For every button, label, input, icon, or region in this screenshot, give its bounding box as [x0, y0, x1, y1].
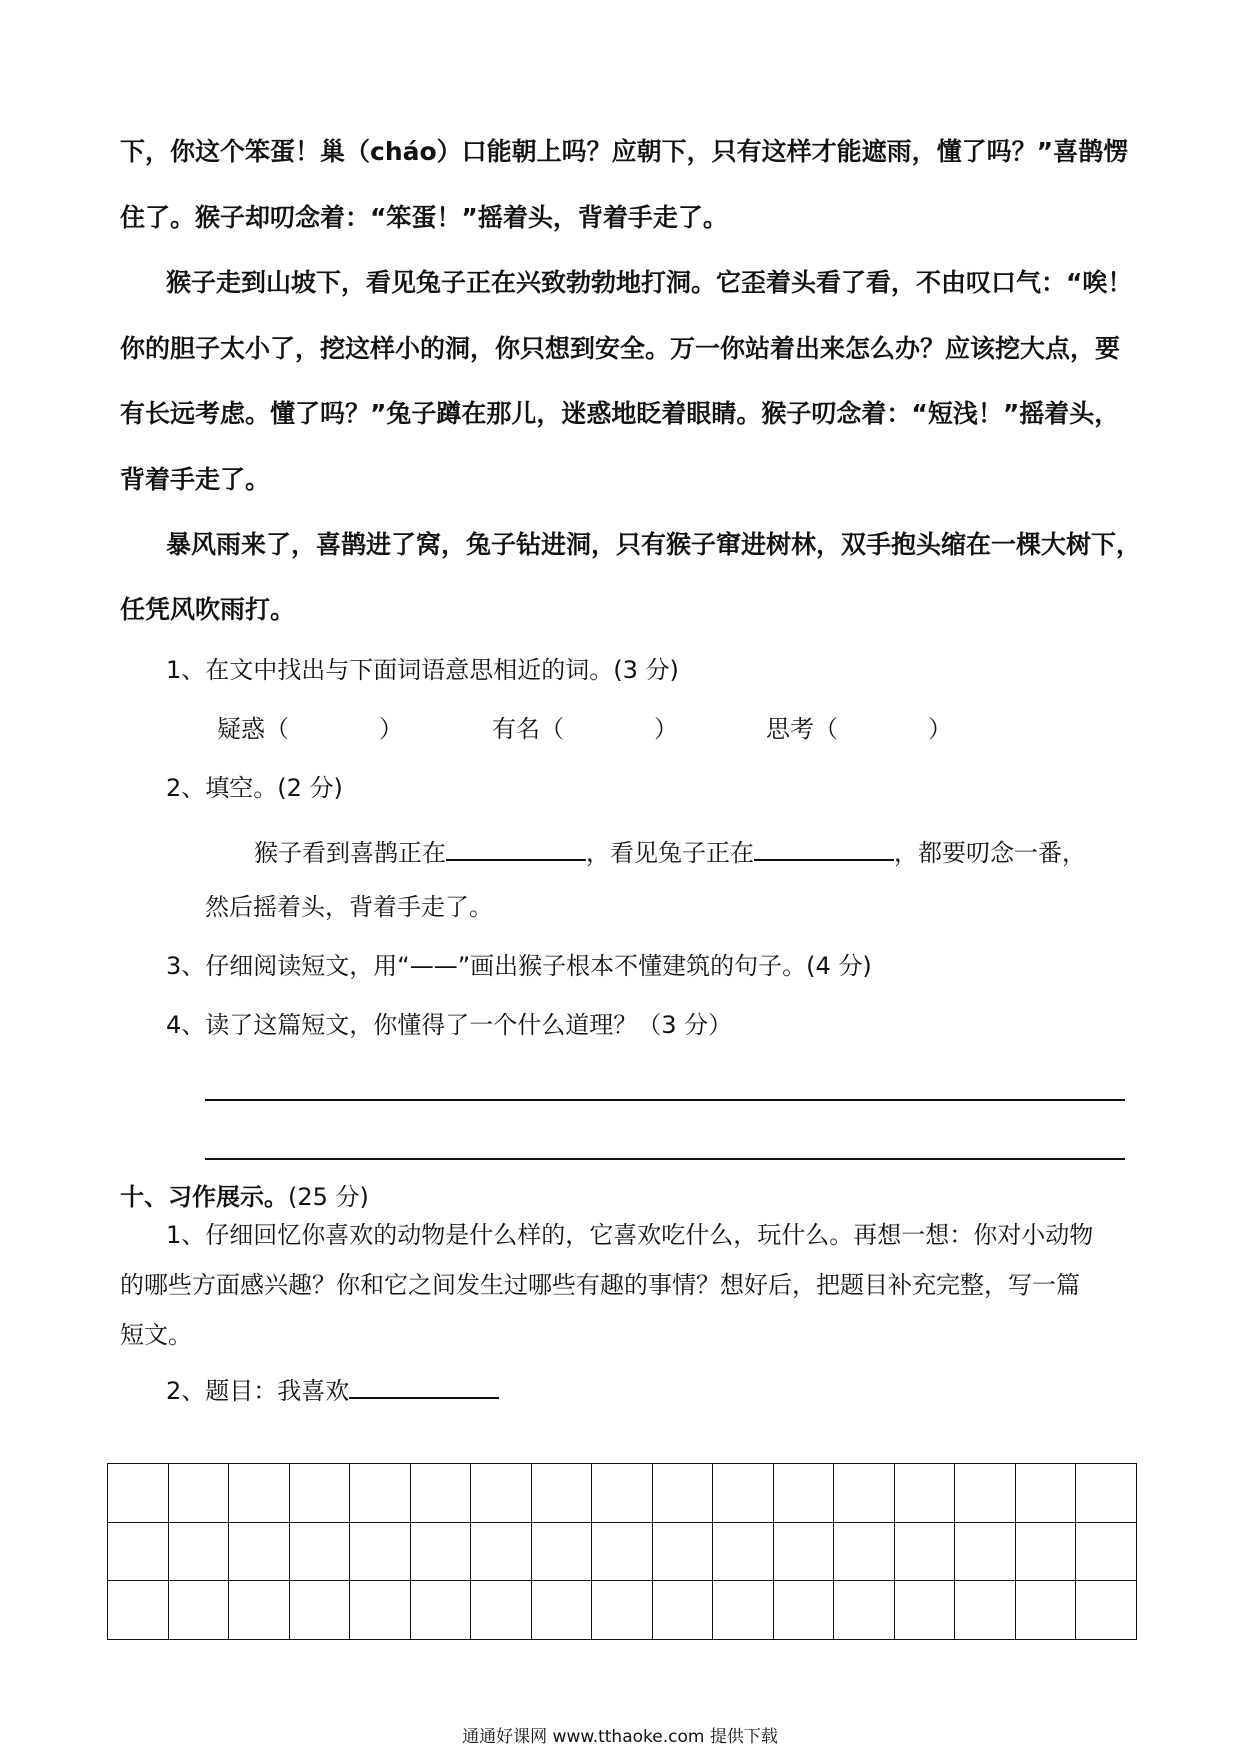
grid-cell[interactable] — [834, 1522, 895, 1581]
grid-cell[interactable] — [894, 1522, 955, 1581]
story-line: 暴风雨来了，喜鹊进了窝，兔子钻进洞，只有猴子窜进树林，双手抱头缩在一棵大树下， — [166, 530, 1142, 559]
grid-cell[interactable] — [531, 1464, 592, 1523]
story-line: 背着手走了。 — [120, 465, 271, 494]
story-line: 下，你这个笨蛋！巢（cháo）口能朝上吗？应朝下，只有这样才能遮雨，懂了吗？”喜鹊愣 — [120, 137, 1129, 166]
composition-title-line: 2、题目：我喜欢 — [166, 1371, 1176, 1406]
grid-cell[interactable] — [108, 1581, 169, 1640]
grid-cell[interactable] — [834, 1464, 895, 1523]
grid-cell[interactable] — [894, 1464, 955, 1523]
grid-cell[interactable] — [1015, 1581, 1076, 1640]
composition-instruction: 1、仔细回忆你喜欢的动物是什么样的，它喜欢吃什么，玩什么。再想一想：你对小动物 — [166, 1221, 1094, 1249]
vocab-item: 有名（ ） — [492, 715, 678, 743]
grid-cell[interactable] — [955, 1464, 1016, 1523]
answer-blank[interactable] — [754, 833, 894, 861]
composition-instruction: 的哪些方面感兴趣？你和它之间发生过哪些有趣的事情？想好后，把题目补充完整，写一篇 — [120, 1271, 1080, 1299]
grid-cell[interactable] — [229, 1581, 290, 1640]
grid-cell[interactable] — [289, 1581, 350, 1640]
question-2: 2、填空。(2 分) — [166, 774, 343, 802]
grid-cell[interactable] — [1076, 1464, 1137, 1523]
question-2-line2: 然后摇着头，背着手走了。 — [205, 893, 493, 921]
grid-cell[interactable] — [652, 1464, 713, 1523]
grid-cell[interactable] — [1076, 1522, 1137, 1581]
composition-instruction: 短文。 — [120, 1321, 192, 1349]
grid-cell[interactable] — [471, 1464, 532, 1523]
grid-cell[interactable] — [773, 1522, 834, 1581]
grid-cell[interactable] — [955, 1522, 1016, 1581]
grid-cell[interactable] — [955, 1581, 1016, 1640]
grid-cell[interactable] — [108, 1464, 169, 1523]
grid-cell[interactable] — [229, 1464, 290, 1523]
grid-cell[interactable] — [350, 1522, 411, 1581]
grid-cell[interactable] — [713, 1581, 774, 1640]
grid-cell[interactable] — [289, 1522, 350, 1581]
grid-cell[interactable] — [471, 1581, 532, 1640]
answer-blank[interactable] — [446, 833, 586, 861]
grid-cell[interactable] — [289, 1464, 350, 1523]
story-line: 你的胆子太小了，挖这样小的洞，你只想到安全。万一你站着出来怎么办？应该挖大点，要 — [120, 334, 1121, 363]
grid-cell[interactable] — [894, 1581, 955, 1640]
grid-cell[interactable] — [592, 1464, 653, 1523]
grid-cell[interactable] — [531, 1581, 592, 1640]
grid-cell[interactable] — [652, 1581, 713, 1640]
grid-cell[interactable] — [834, 1581, 895, 1640]
story-line: 有长远考虑。懂了吗？”兔子蹲在那儿，迷惑地眨着眼睛。猴子叨念着：“短浅！”摇着头， — [120, 399, 1120, 428]
story-line: 猴子走到山坡下，看见兔子正在兴致勃勃地打洞。它歪着头看了看，不由叹口气：“唉！ — [166, 268, 1133, 297]
grid-cell[interactable] — [350, 1581, 411, 1640]
grid-cell[interactable] — [1015, 1464, 1076, 1523]
question-1: 1、在文中找出与下面词语意思相近的词。(3 分) — [166, 656, 679, 684]
grid-cell[interactable] — [168, 1581, 229, 1640]
grid-cell[interactable] — [410, 1522, 471, 1581]
grid-cell[interactable] — [108, 1522, 169, 1581]
section-heading: 十、习作展示。(25 分) — [120, 1183, 369, 1211]
footer-source: 通通好课网 www.tthaoke.com 提供下载 — [462, 1727, 778, 1747]
grid-cell[interactable] — [471, 1522, 532, 1581]
fill-blank-line: 猴子看到喜鹊正在 ，看见兔子正在 ，都要叨念一番， — [254, 833, 1134, 868]
writing-grid — [107, 1463, 1137, 1640]
grid-cell[interactable] — [531, 1522, 592, 1581]
grid-row — [108, 1464, 1137, 1523]
story-line: 任凭风吹雨打。 — [120, 595, 296, 624]
grid-cell[interactable] — [652, 1522, 713, 1581]
vocab-item: 思考（ ） — [766, 715, 952, 743]
grid-cell[interactable] — [713, 1464, 774, 1523]
grid-row — [108, 1581, 1137, 1640]
grid-cell[interactable] — [592, 1581, 653, 1640]
grid-row — [108, 1522, 1137, 1581]
grid-cell[interactable] — [168, 1522, 229, 1581]
vocab-item: 疑惑（ ） — [217, 715, 403, 743]
question-4: 4、读了这篇短文，你懂得了一个什么道理？（3 分） — [166, 1011, 733, 1039]
grid-cell[interactable] — [773, 1464, 834, 1523]
grid-cell[interactable] — [410, 1581, 471, 1640]
story-line: 住了。猴子却叨念着：“笨蛋！”摇着头，背着手走了。 — [120, 203, 728, 232]
title-blank[interactable] — [349, 1371, 499, 1399]
grid-cell[interactable] — [229, 1522, 290, 1581]
answer-line[interactable] — [205, 1158, 1125, 1160]
grid-cell[interactable] — [1015, 1522, 1076, 1581]
grid-cell[interactable] — [1076, 1581, 1137, 1640]
grid-cell[interactable] — [592, 1522, 653, 1581]
question-3: 3、仔细阅读短文，用“——”画出猴子根本不懂建筑的句子。(4 分) — [166, 952, 872, 980]
grid-cell[interactable] — [410, 1464, 471, 1523]
grid-cell[interactable] — [168, 1464, 229, 1523]
grid-cell[interactable] — [350, 1464, 411, 1523]
answer-line[interactable] — [205, 1099, 1125, 1101]
grid-cell[interactable] — [713, 1522, 774, 1581]
grid-cell[interactable] — [773, 1581, 834, 1640]
